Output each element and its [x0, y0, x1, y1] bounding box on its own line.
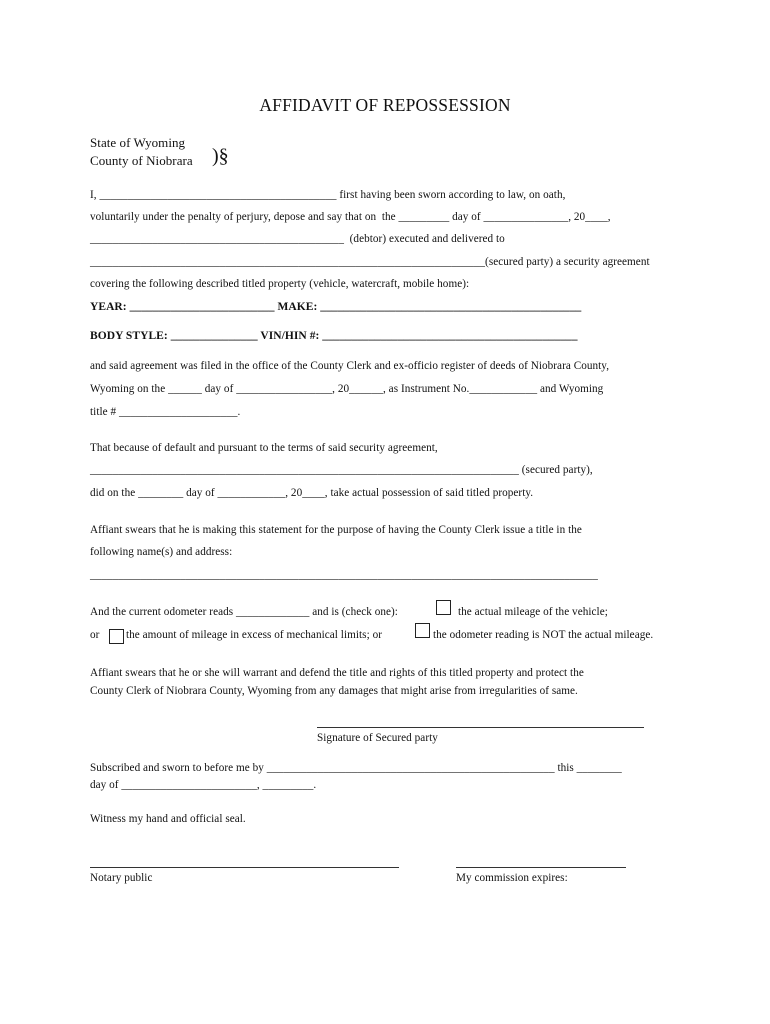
default-line: That because of default and pursuant to the terms of said security agreement, — [90, 442, 438, 454]
venue-bracket: )§ — [212, 145, 229, 167]
actual-mileage-label: the actual mileage of the vehicle; — [458, 606, 608, 618]
affiant-line: I, __________________________________________ first having been sworn according to law, on oath, — [90, 189, 566, 201]
not-actual-mileage-checkbox[interactable] — [415, 623, 430, 638]
document-title: AFFIDAVIT OF REPOSSESSION — [259, 95, 511, 115]
commission-rule[interactable] — [456, 867, 626, 868]
venue-state: State of Wyoming — [90, 135, 186, 150]
day-of-line: day of ________________________, _________. — [90, 779, 317, 791]
name-address-label: following name(s) and address: — [90, 546, 233, 558]
warranty-line-1: Affiant swears that he or she will warrant and defend the title and rights of this titled property and protect the — [90, 667, 584, 679]
signature-rule[interactable] — [317, 727, 644, 728]
secured-party-line-2: ____________________________________________________________________________ (secured party), — [90, 464, 593, 476]
excess-mileage-checkbox[interactable] — [109, 629, 124, 644]
odometer-line: And the current odometer reads _____________ and is (check one): — [90, 606, 398, 618]
body-vin-line: BODY STYLE: _______________ VIN/HIN #: ____________________________________________ — [90, 330, 578, 342]
warranty-line-2: County Clerk of Niobrara County, Wyoming from any damages that might arise from irregularities of same. — [90, 685, 578, 697]
purpose-line: Affiant swears that he is making this statement for the purpose of having the County Clerk issue a title in the — [90, 524, 582, 536]
debtor-line: _____________________________________________ (debtor) executed and delivered to — [90, 233, 505, 245]
filing-line: and said agreement was filed in the office of the County Clerk and ex-officio register of deeds of Niobrara County, — [90, 360, 610, 372]
notary-label: Notary public — [90, 872, 153, 884]
notary-rule[interactable] — [90, 867, 399, 868]
secured-party-line: ______________________________________________________________________(secured party) a security agreement — [90, 256, 650, 268]
property-intro-line: covering the following described titled property (vehicle, watercraft, mobile home): — [90, 278, 470, 290]
subscribed-line: Subscribed and sworn to before me by ___________________________________________________ this ________ — [90, 762, 622, 774]
name-address-line: __________________________________________________________________________________________ — [90, 569, 598, 581]
possession-line: did on the ________ day of ____________, 20____, take actual possession of said titled property. — [90, 487, 534, 499]
venue-county: County of Niobrara — [90, 153, 193, 168]
witness-line: Witness my hand and official seal. — [90, 813, 246, 825]
title-number-line: title # _____________________. — [90, 406, 241, 418]
actual-mileage-checkbox[interactable] — [436, 600, 451, 615]
date-line: voluntarily under the penalty of perjury, depose and say that on the _________ day of _______________, 20____, — [90, 211, 611, 223]
instrument-line: Wyoming on the ______ day of _________________, 20______, as Instrument No.____________ and Wyoming — [90, 383, 604, 395]
excess-mileage-label: the amount of mileage in excess of mechanical limits; or — [126, 629, 382, 641]
year-make-line: YEAR: _________________________ MAKE: _____________________________________________ — [90, 301, 582, 313]
commission-label: My commission expires: — [456, 872, 568, 884]
not-actual-mileage-label: the odometer reading is NOT the actual mileage. — [433, 629, 654, 641]
signature-label: Signature of Secured party — [317, 732, 438, 744]
or-label: or — [90, 629, 100, 641]
